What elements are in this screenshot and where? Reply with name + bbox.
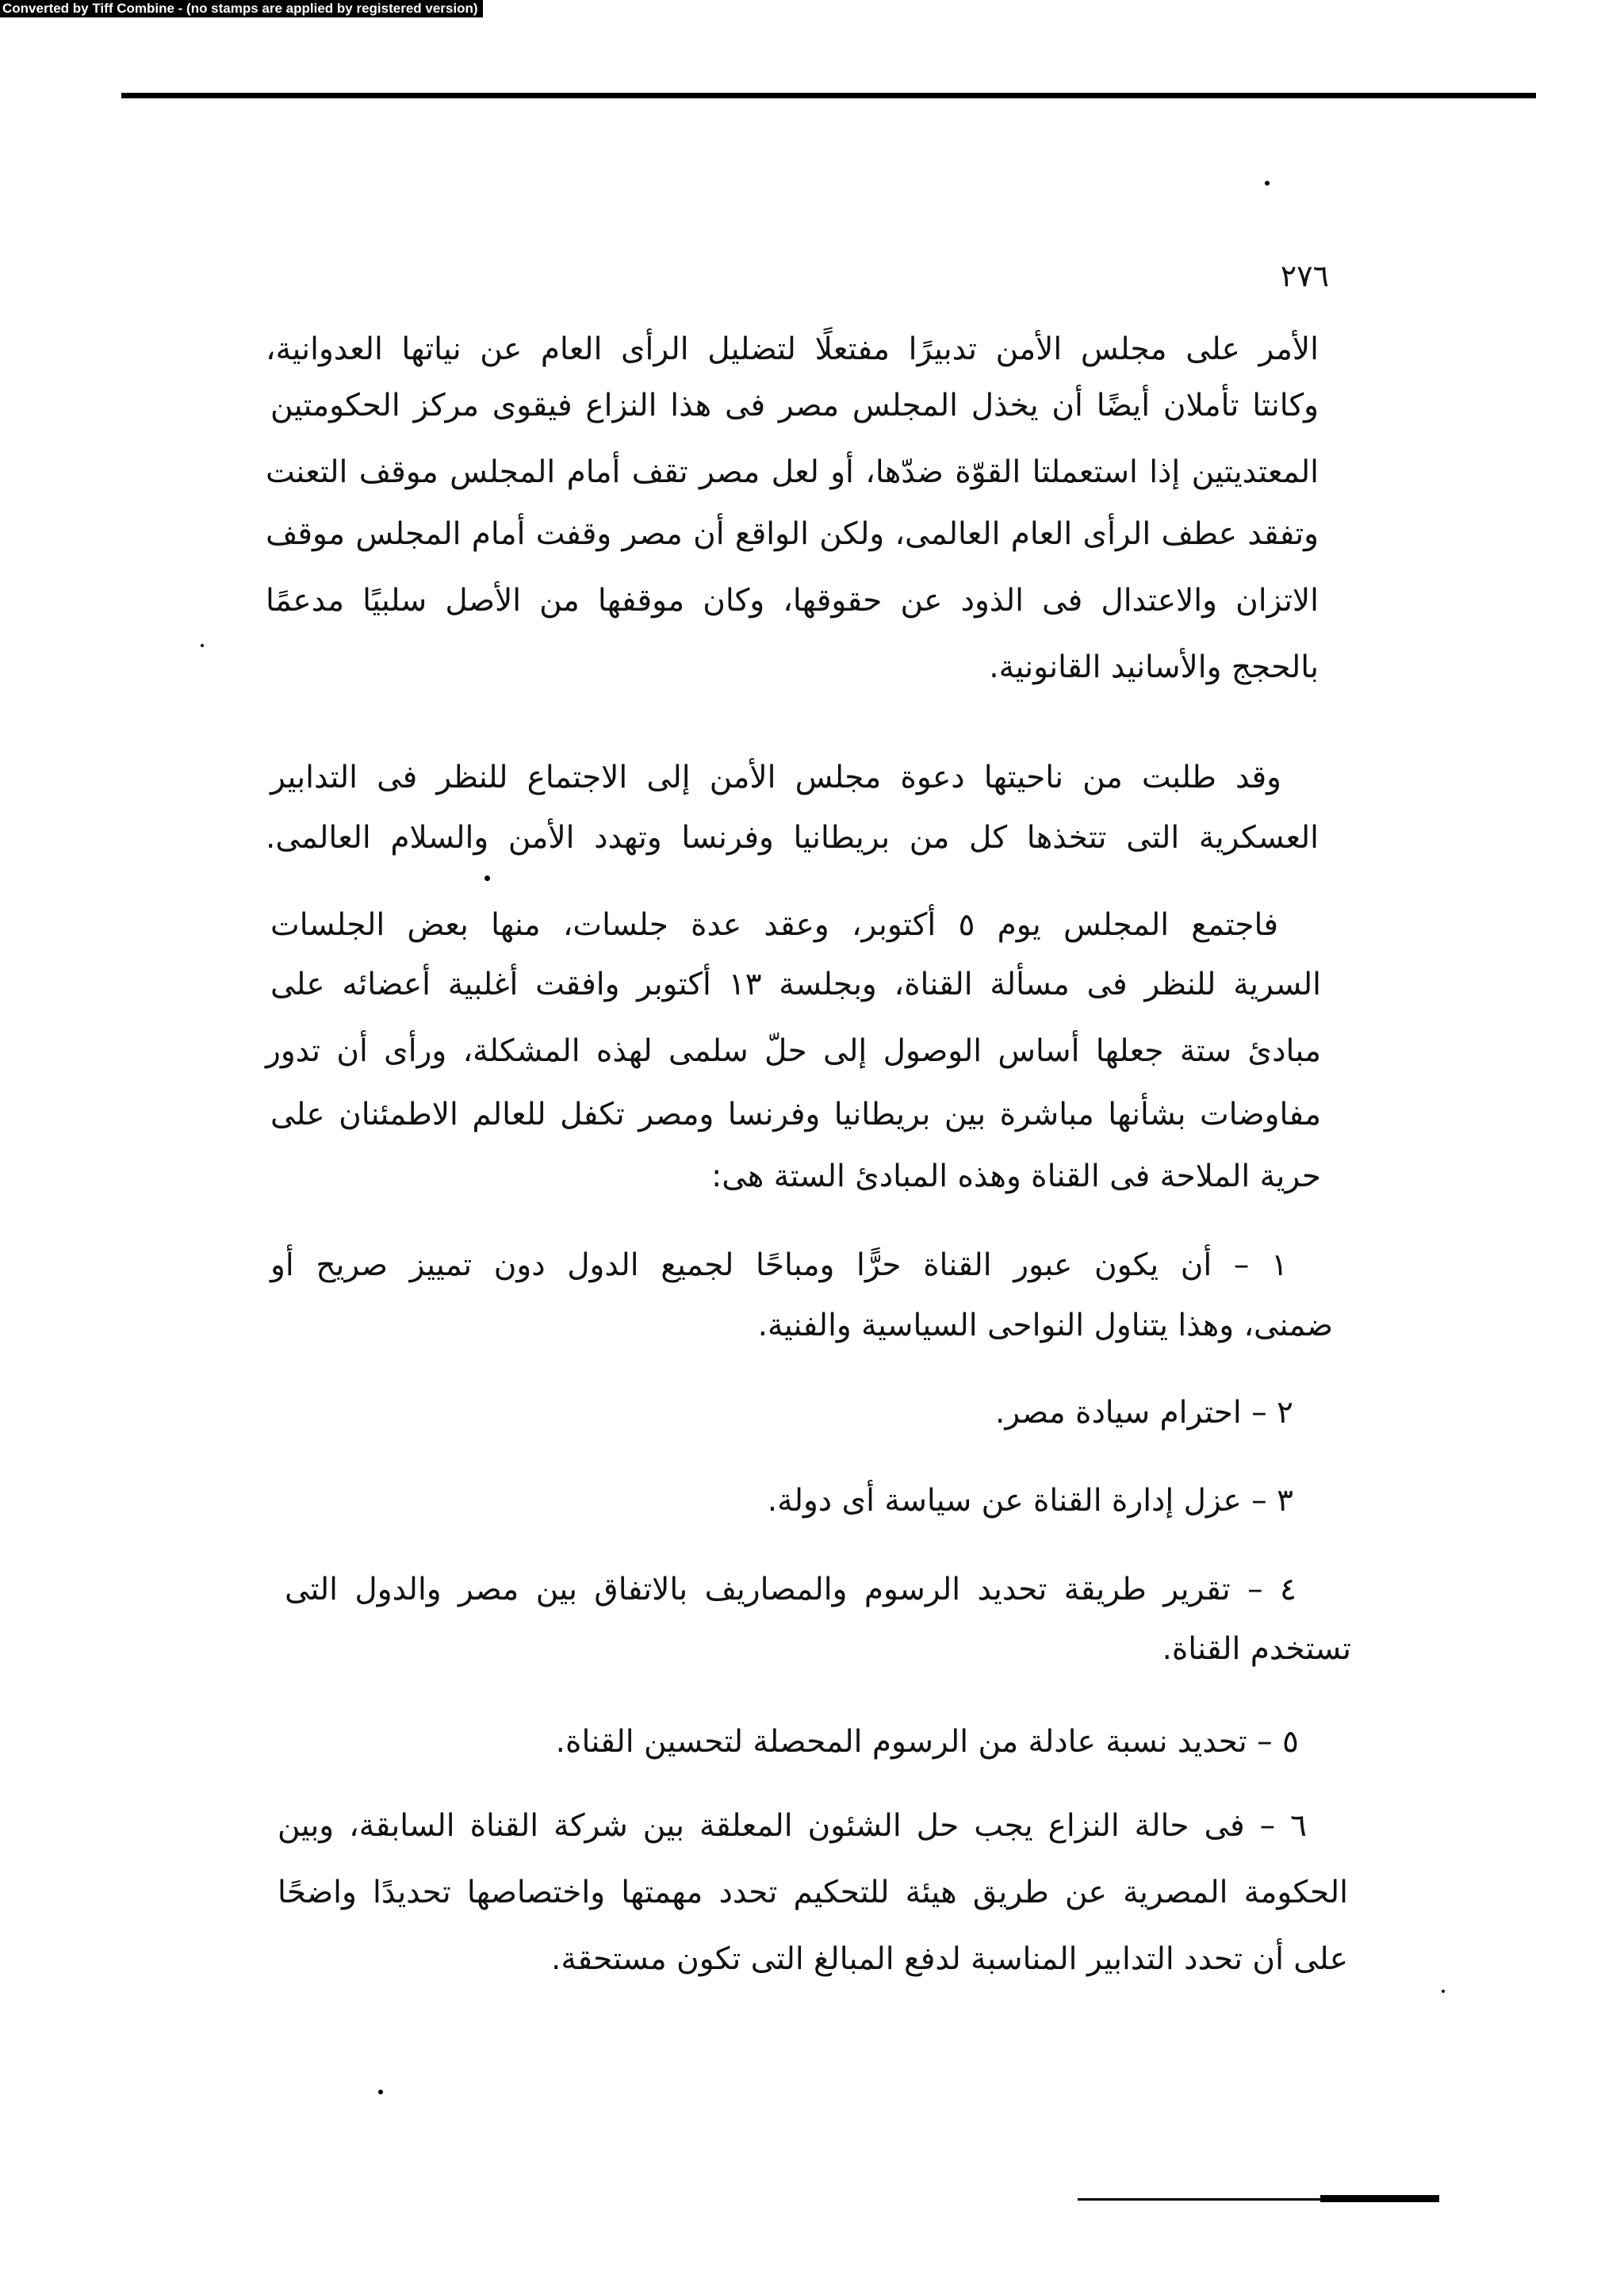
text-line: وكانتا تأملان أيضًا أن يخذل المجلس مصر فى هذا النزاع فيقوى مركز الحكومتين (270, 388, 1319, 423)
text-line: على أن تحدد التدابير المناسبة لدفع المبالغ التى تكون مستحقة. (551, 1941, 1348, 1977)
text-line: تستخدم القناة. (1162, 1631, 1351, 1667)
scan-speck (1442, 1990, 1445, 1993)
scan-speck (1265, 181, 1270, 186)
text-line: العسكرية التى تتخذها كل من بريطانيا وفرنسا وتهدد الأمن والسلام العالمى. (266, 820, 1319, 856)
text-line: ٦ – فى حالة النزاع يجب حل الشئون المعلقة بين شركة القناة السابقة، وبين (278, 1808, 1307, 1844)
text-line: وتفقد عطف الرأى العام العالمى، ولكن الواقع أن مصر وقفت أمام المجلس موقف (266, 516, 1319, 552)
text-line: المعتديتين إذا استعملتا القوّة ضدّها، أو لعل مصر تقف أمام المجلس موقف التعنت (266, 454, 1319, 490)
text-line: ١ – أن يكون عبور القناة حرًّا ومباحًا لجميع الدول دون تمييز صريح أو (270, 1247, 1288, 1283)
text-line: ٤ – تقرير طريقة تحديد الرسوم والمصاريف بالاتفاق بين مصر والدول التى (285, 1572, 1297, 1607)
text-line: ٢ – احترام سيادة مصر. (994, 1395, 1293, 1431)
text-line: السرية للنظر فى مسألة القناة، وبجلسة ١٣ أكتوبر وافقت أغلبية أعضائه على (270, 967, 1321, 1002)
text-line: ٣ – عزل إدارة القناة عن سياسة أى دولة. (767, 1483, 1293, 1519)
text-line: فاجتمع المجلس يوم ٥ أكتوبر، وعقد عدة جلسات، منها بعض الجلسات (270, 907, 1278, 943)
text-line: ضمنى، وهذا يتناول النواحى السياسية والفنية. (757, 1308, 1333, 1343)
text-line: الحكومة المصرية عن طريق هيئة للتحكيم تحدد مهمتها واختصاصها تحديدًا واضحًا (278, 1875, 1348, 1910)
text-line: بالحجج والأسانيد القانونية. (989, 649, 1319, 685)
text-line: ٥ – تحديد نسبة عادلة من الرسوم المحصلة لتحسين القناة. (555, 1724, 1299, 1760)
watermark-banner: Converted by Tiff Combine - (no stamps are applied by registered version) (0, 0, 483, 17)
scan-speck (485, 875, 490, 881)
text-line: مبادئ ستة جعلها أساس الوصول إلى حلّ سلمى لهذه المشكلة، ورأى أن تدور (266, 1033, 1321, 1069)
text-line: حرية الملاحة فى القناة وهذه المبادئ الستة هى: (711, 1159, 1321, 1194)
page-number: ٢٧٦ (1280, 259, 1329, 293)
text-line: الأمر على مجلس الأمن تدبيرًا مفتعلًا لتضليل الرأى العام عن نياتها العدوانية، (266, 331, 1319, 367)
text-line: وقد طلبت من ناحيتها دعوة مجلس الأمن إلى الاجتماع للنظر فى التدابير (270, 760, 1281, 795)
footer-rule (1078, 2198, 1323, 2201)
scan-speck (201, 644, 204, 647)
scan-speck (378, 2090, 383, 2094)
text-line: مفاوضات بشأنها مباشرة بين بريطانيا وفرنسا ومصر تكفل للعالم الاطمئنان على (270, 1097, 1321, 1132)
header-rule (121, 93, 1536, 98)
text-line: الاتزان والاعتدال فى الذود عن حقوقها، وكان موقفها من الأصل سلبيًا مدعمًا (266, 583, 1319, 619)
footer-rule-thick (1320, 2195, 1439, 2202)
